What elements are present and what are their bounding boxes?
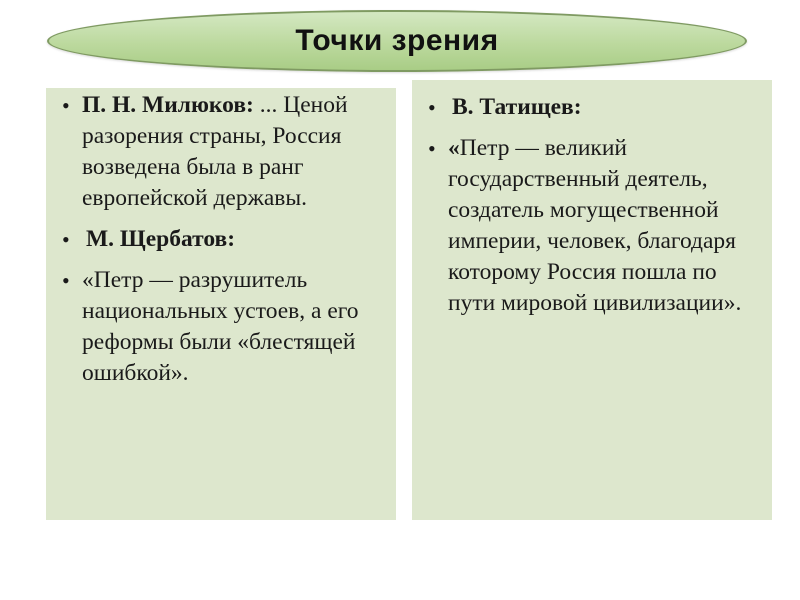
author-name: В. Татищев: — [452, 94, 582, 120]
quote-text: «Петр — разрушитель национальных устоев, а его реформы были «блестящей ошибкой». — [82, 267, 359, 386]
right-bullet-list — [412, 80, 772, 319]
list-item — [56, 90, 390, 214]
bullet-icon: • — [428, 136, 436, 161]
quote-text: Петр — великий государственный деятель, создатель могущественной империи, человек, благодаря которому Россия пошла по пути мировой цивилизации». — [448, 135, 742, 316]
bullet-icon: • — [62, 227, 70, 252]
bullet-icon: • — [62, 93, 70, 118]
left-bullet-list — [46, 88, 396, 389]
left-panel — [46, 88, 396, 520]
list-item — [422, 133, 766, 319]
right-panel — [412, 80, 772, 520]
list-item — [56, 265, 390, 389]
bullet-icon: • — [428, 95, 436, 120]
slide-title: Точки зрения — [295, 24, 499, 57]
title-ellipse — [47, 10, 747, 72]
author-name: М. Щербатов: — [86, 226, 236, 252]
list-item — [56, 224, 390, 255]
opening-quote-mark: « — [448, 135, 460, 161]
list-item — [422, 92, 766, 123]
quote-text: ... Ценой разорения страны, Россия возведена была в ранг европейской державы. — [82, 92, 348, 211]
author-name: П. Н. Милюков: — [82, 92, 254, 118]
bullet-icon: • — [62, 268, 70, 293]
